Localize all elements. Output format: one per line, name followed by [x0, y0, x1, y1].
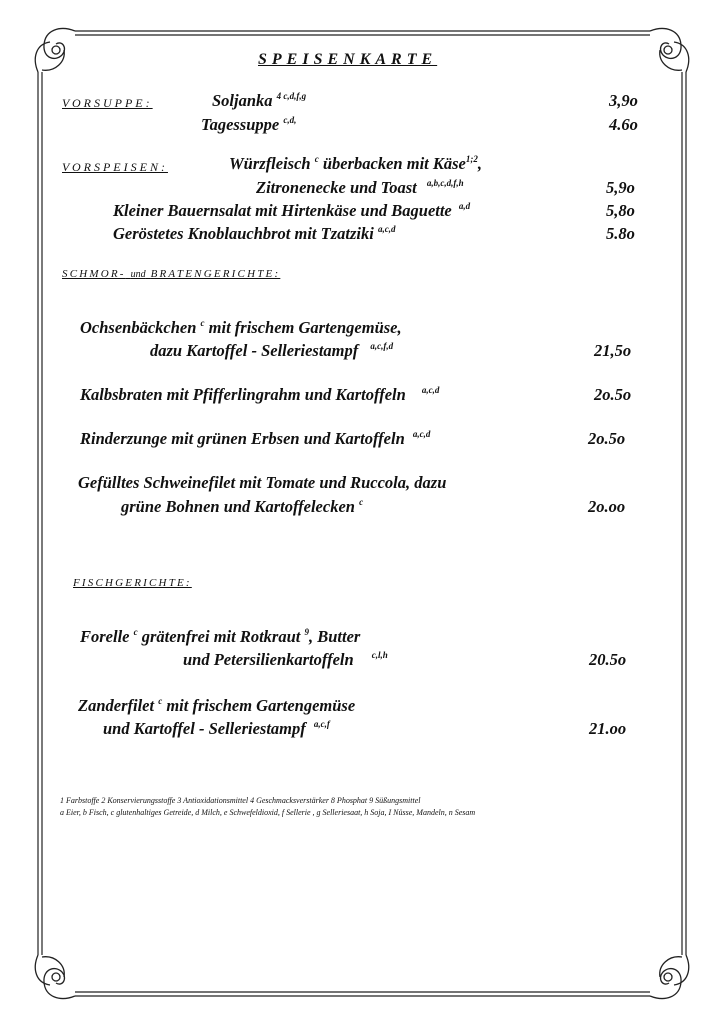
allergen-codes: c,l,h	[371, 650, 388, 660]
footnote-allergens: a Eier, b Fisch, c glutenhaltiges Getreide, d Milch, e Schwefeldioxid, f Sellerie , g Selleriesaat, h Soja, I Nüsse, Mandeln, n Sesam	[60, 808, 476, 817]
item-name: Geröstetes Knoblauchbrot mit Tzatziki	[113, 224, 374, 243]
menu-item-ochsenbaeckchen-line2	[150, 341, 393, 361]
item-name: dazu Kartoffel - Selleriestampf	[150, 341, 359, 360]
menu-item-forelle-line2	[183, 650, 388, 670]
item-name: Gefülltes Schweinefilet mit Tomate und Ruccola, dazu	[78, 473, 447, 492]
item-name: Forelle	[80, 627, 130, 646]
allergen-codes: c	[314, 154, 319, 164]
item-name: grüne Bohnen und Kartoffelecken	[121, 497, 355, 516]
section-heading-part: SCHMOR-	[62, 268, 126, 280]
item-name-cont: überbacken mit Käse	[322, 154, 466, 173]
item-name: Tagessuppe	[201, 115, 280, 134]
corner-ornament-top-left-icon	[35, 29, 75, 72]
item-name: Soljanka	[212, 91, 273, 110]
allergen-codes: c	[200, 318, 205, 328]
menu-item-wuerzfleisch	[229, 154, 482, 174]
item-name: und Kartoffel - Selleriestampf	[103, 719, 306, 738]
section-heading-part: und	[130, 269, 146, 280]
corner-ornament-bottom-right-icon	[650, 955, 689, 998]
menu-item-rinderzunge	[80, 429, 430, 449]
price-rinderzunge: 2o.5o	[588, 429, 626, 448]
allergen-codes: c	[133, 627, 138, 637]
item-name: Kalbsbraten mit Pfifferlingrahm und Kartoffeln	[80, 385, 406, 404]
section-heading-schmor-braten	[62, 268, 280, 280]
price-ochsenbaeckchen: 21,5o	[594, 341, 632, 360]
menu-item-zanderfilet	[78, 696, 355, 716]
menu-item-bauernsalat	[113, 201, 470, 221]
menu-item-kalbsbraten	[80, 385, 439, 405]
menu-item-schweinefilet-line2	[121, 497, 363, 517]
item-name: Kleiner Bauernsalat mit Hirtenkäse und Baguette	[113, 201, 452, 220]
allergen-codes: a,c,d	[412, 429, 431, 439]
price-kalbsbraten: 2o.5o	[594, 385, 632, 404]
item-name-cont: mit frischem Gartengemüse,	[208, 318, 402, 337]
item-name: Zitronenecke und Toast	[256, 178, 417, 197]
menu-item-forelle	[80, 627, 360, 647]
corner-ornament-bottom-left-icon	[35, 955, 75, 998]
allergen-codes: a,d	[458, 201, 471, 211]
item-name: Zanderfilet	[78, 696, 155, 715]
item-name: Würzfleisch	[229, 154, 311, 173]
item-name-tail: , Butter	[308, 627, 361, 646]
allergen-codes: a,c,d	[377, 224, 396, 234]
price-knoblauchbrot: 5.8o	[606, 224, 635, 243]
page-title: SPEISENKARTE	[258, 51, 438, 68]
allergen-codes: a,c,f,d	[370, 341, 394, 351]
item-name-cont: mit frischem Gartengemüse	[166, 696, 356, 715]
allergen-codes: a,b,c,d,f,h	[426, 178, 464, 188]
item-name-cont: grätenfrei mit Rotkraut	[141, 627, 301, 646]
menu-item-soljanka	[212, 91, 306, 111]
section-heading-vorsuppe: VORSUPPE:	[62, 96, 153, 110]
menu-item-schweinefilet	[78, 473, 446, 493]
allergen-codes: a,c,f	[313, 719, 330, 729]
item-name-tail: ,	[477, 154, 482, 173]
menu-item-tagessuppe	[201, 115, 296, 135]
allergen-codes: c,d,	[283, 115, 297, 125]
item-name: Rinderzunge mit grünen Erbsen und Kartoffeln	[80, 429, 405, 448]
allergen-codes: 4 c,d,f,g	[276, 91, 307, 101]
menu-item-knoblauchbrot	[113, 224, 395, 244]
footnote-additives: 1 Farbstoffe 2 Konservierungsstoffe 3 Antioxidationsmittel 4 Geschmacksverstärker 8 Phosphat 9 Süßungsmittel	[60, 796, 421, 805]
price-schweinefilet: 2o.oo	[588, 497, 626, 516]
section-heading-vorspeisen: VORSPEISEN:	[62, 160, 168, 174]
allergen-codes: c	[158, 696, 163, 706]
section-heading-fischgerichte: FISCHGERICHTE:	[73, 577, 192, 589]
additive-codes: 1;2	[465, 154, 478, 164]
price-zanderfilet: 21.oo	[589, 719, 627, 738]
price-forelle: 20.5o	[589, 650, 627, 669]
item-name: und Petersilienkartoffeln	[183, 650, 354, 669]
price-zitronenecke: 5,9o	[606, 178, 635, 197]
allergen-codes: a,c,d	[421, 385, 440, 395]
price-soljanka: 3,9o	[609, 91, 638, 110]
menu-item-zitronenecke	[256, 178, 464, 198]
additive-codes: 9	[304, 627, 309, 637]
menu-item-ochsenbaeckchen	[80, 318, 402, 338]
section-heading-part: BRATENGERICHTE:	[150, 268, 281, 280]
corner-ornament-top-right-icon	[650, 29, 689, 72]
price-tagessuppe: 4.6o	[609, 115, 638, 134]
allergen-codes: c	[359, 497, 364, 507]
price-bauernsalat: 5,8o	[606, 201, 635, 220]
item-name: Ochsenbäckchen	[80, 318, 197, 337]
menu-item-zanderfilet-line2	[103, 719, 330, 739]
